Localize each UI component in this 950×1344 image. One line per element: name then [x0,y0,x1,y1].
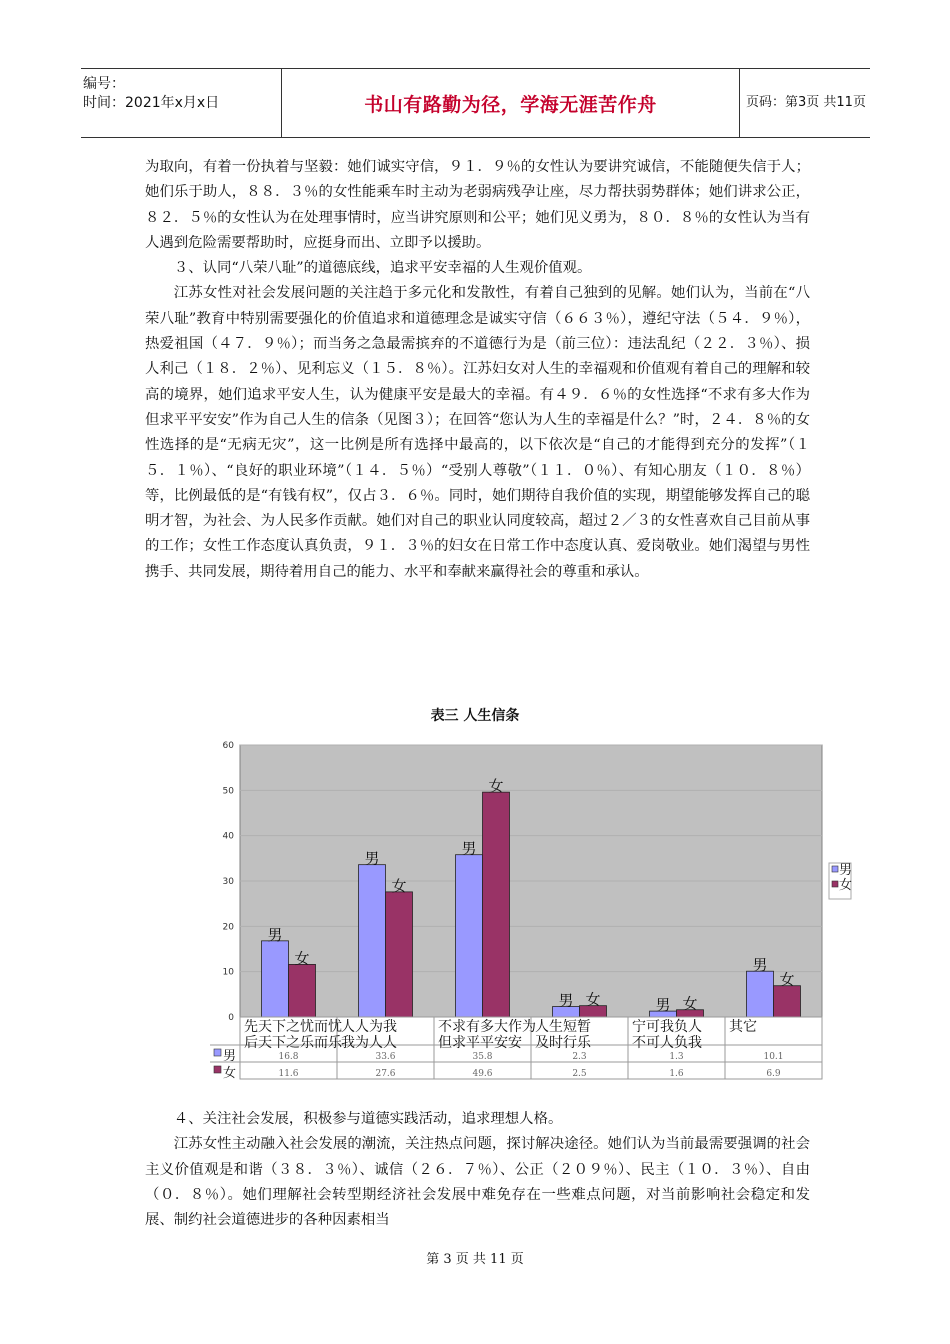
data-label: 男 [752,956,768,975]
page-header [81,68,870,138]
table-value: 10.1 [763,1052,784,1062]
bar-female [483,792,510,1017]
page-footer: 第 3 页 共 11 页 [426,1252,524,1267]
data-label: 男 [267,925,283,944]
chart-title: 表三 人生信条 [430,708,520,724]
data-label: 女 [294,949,310,968]
table-value: 33.6 [375,1052,396,1062]
header-motto: 书山有路勤为径，学海无涯苦作舟 [281,69,740,137]
y-tick-label: 40 [222,831,234,842]
data-label: 男 [364,849,380,868]
section-heading: ３、认同“八荣八耻”的道德底线，追求平安幸福的人生观价值观。 [173,260,592,277]
data-label: 男 [461,839,477,858]
y-tick-label: 30 [222,877,234,887]
y-tick-label: 0 [228,1013,234,1023]
category-label: 人人为我我为人人 [341,1019,397,1051]
table-value: 49.6 [472,1069,493,1079]
table-series-name: 男 [223,1049,237,1064]
table-value: 11.6 [278,1069,299,1079]
legend-swatch [832,881,838,887]
table-value: 16.8 [278,1052,299,1062]
document-date: 时间：2021年x月x日 [83,95,220,111]
header-info [81,69,281,137]
paragraph: 为取向，有着一份执着与坚毅：她们诚实守信，９１．９％的女性认为要讲究诚信，不能随便失信于人；她们乐于助人，８８．３％的女性能乘车时主动为老弱病残孕让座，尽力帮扶弱势群体；她们讲求公正，８２．５％的女性认为在处理事情时，应当讲究原则和公平；她们见义勇为，８０．８％的女性认为当有人遇到危险需要帮助时，应挺身而出、立即予以援助。 [145,159,810,251]
category-label: 先天下之忧而忧后天下之乐而乐 [244,1019,342,1051]
table-value: 35.8 [472,1052,493,1062]
data-label: 女 [682,994,698,1013]
bar-male [747,971,774,1017]
data-label: 男 [655,996,671,1015]
category-label: 不求有多大作为但求平平安安 [438,1019,536,1051]
y-tick-label: 60 [222,741,234,751]
table-series-name: 女 [223,1066,237,1081]
category-label: 宁可我负人不可人负我 [632,1019,702,1051]
header-page-number: 页码：第3页 共11页 [746,95,866,110]
bar-female [774,986,801,1017]
data-label: 女 [488,777,504,796]
data-label: 女 [585,990,601,1009]
y-tick-label: 20 [222,922,234,933]
section-heading: ４、关注社会发展，积极参与道德实践活动，追求理想人格。 [173,1111,563,1127]
bar-male [456,855,483,1017]
bar-chart [205,735,855,1085]
legend-label: 女 [839,878,853,893]
body-text-top [145,155,810,585]
bar-female [386,892,413,1017]
table-value: 27.6 [375,1069,396,1079]
table-value: 6.9 [766,1069,781,1079]
data-label: 男 [558,991,574,1010]
paragraph: 江苏女性对社会发展问题的关注趋于多元化和发散性，有着自己独到的见解。她们认为，当前在“八荣八耻”教育中特别需要强化的价值追求和道德理念是诚实守信（６６３％），遵纪守法（５４．９％），热爱祖国（４７．９％）；而当务之急最需摈弃的不道德行为是（前三位）：违法乱纪（２２．３％）、损人利己（１８．２％）、见利忘义（１５．８％）。江苏妇女对人生的幸福观和价值观有着自己的理解和较高的境界，她们追求平安人生，认为健康平安是最大的幸福。有４９．６％的女性选择“不求有多大作为但求平平安安”作为自己人生的信条（见图３）；在回答“您认为人生的幸福是什么？”时，２４．８％的女性选择的是“无病无灾”，这一比例是所有选择中最高的，以下依次是“自己的才能得到充分的发挥”（１５．１％）、“良好的职业环境”（１４．５％）“受别人尊敬”（１１．０％）、有知心朋友（１０．８％）等，比例最低的是“有钱有权”，仅占３．６％。同时，她们期待自我价值的实现，期望能够发挥自己的聪明才智，为社会、为人民多作贡献。她们对自己的职业认同度较高，超过２／３的女性喜欢自己目前从事的工作；女性工作态度认真负责，９１．３％的妇女在日常工作中态度认真、爱岗敬业。她们渴望与男性携手、共同发展，期待着用自己的能力、水平和奉献来赢得社会的尊重和承认。 [145,285,810,580]
data-label: 女 [779,970,795,989]
document-number: 编号： [83,76,125,92]
y-tick-label: 50 [222,786,234,797]
table-value: 1.6 [669,1069,684,1079]
table-legend-swatch [214,1049,221,1056]
table-value: 2.3 [572,1052,587,1062]
bar-male [359,865,386,1017]
bar-male [262,941,289,1017]
legend-label: 男 [839,863,853,878]
table-legend-swatch [214,1066,221,1073]
bar-female [289,964,316,1017]
table-value: 2.5 [572,1069,587,1079]
paragraph: 江苏女性主动融入社会发展的潮流，关注热点问题，探讨解决途径。她们认为当前最需要强调的社会主义价值观是和谐（３８．３％）、诚信（２６．７％）、公正（２０９％）、民主（１０．３％）、自由（０．８％）。她们理解社会转型期经济社会发展中难免存在一些难点问题，对当前影响社会稳定和发展、制约社会道德进步的各种因素相当 [145,1136,810,1229]
table-value: 1.3 [669,1052,684,1062]
data-label: 女 [391,876,407,895]
category-label: 人生短暂及时行乐 [535,1019,591,1051]
category-label: 其它 [729,1019,757,1035]
body-text-bottom [145,1107,810,1233]
legend-swatch [832,866,838,872]
y-tick-label: 10 [222,967,234,978]
